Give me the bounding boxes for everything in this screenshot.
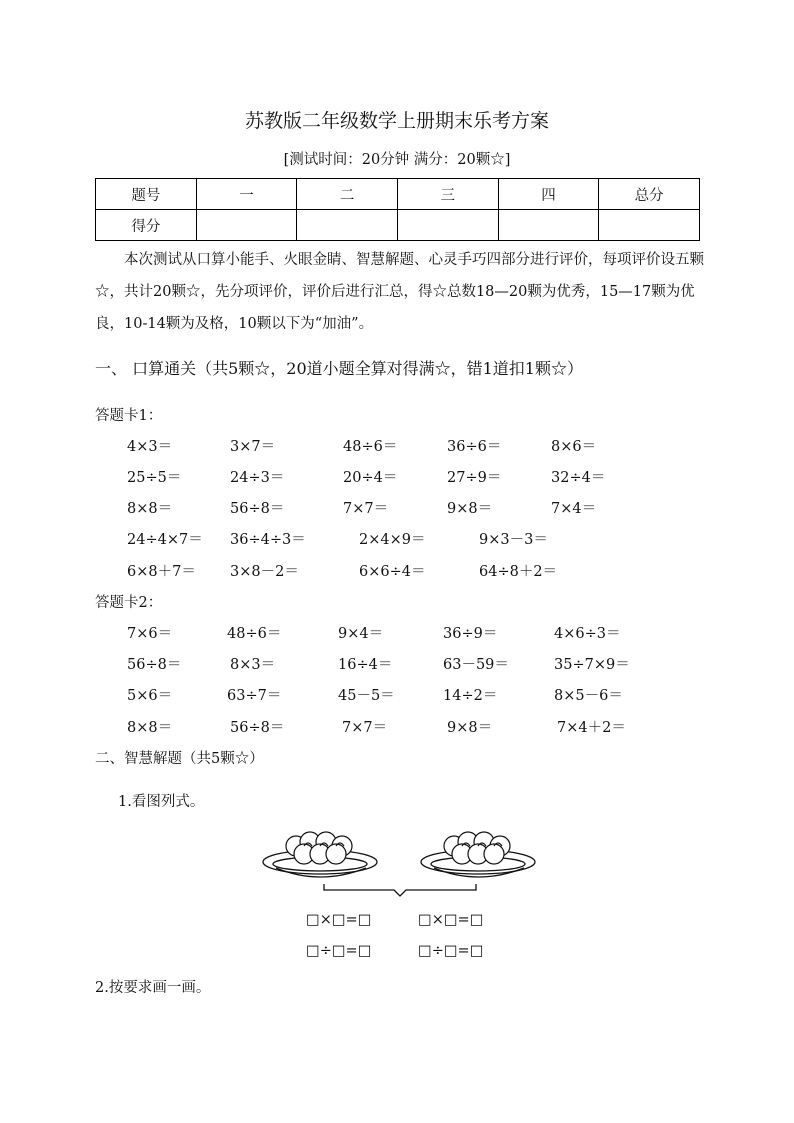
card1-problem: 4×3＝ [127,439,173,455]
formula-blank[interactable]: □÷□=□ [306,943,372,959]
score-table-header: 四 [498,179,599,210]
card2-problem: 35÷7×9＝ [554,657,630,673]
question1-label: 1.看图列式。 [118,794,205,810]
score-table-header: 三 [397,179,498,210]
formula-blank[interactable]: □×□=□ [306,912,372,928]
card1-problem: 3×7＝ [230,439,276,455]
section1-heading: 一、 口算通关（共5颗☆，20道小题全算对得满☆，错1道扣1颗☆） [95,359,583,378]
card2-problem: 16÷4＝ [338,657,393,673]
card1-problem: 2×4×9＝ [359,532,426,548]
card2-problem: 8×8＝ [127,720,173,736]
intro-paragraph: 本次测试从口算小能手、火眼金睛、智慧解题、心灵手巧四部分进行评价，每项评价设五颗☆，共计20颗☆，先分项评价，评价后进行汇总，得☆总数18—20颗为优秀，15—17颗为优良，10-14颗为及格，10颗以下为“加油”。 [95,252,704,332]
card1-problem: 56÷8＝ [230,501,285,517]
score-table-header: 题号 [96,179,197,210]
card1-problem: 36÷6＝ [447,439,502,455]
card1-problem: 64÷8＋2＝ [479,564,558,580]
card2-problem: 63÷7＝ [227,688,282,704]
card2-problem: 56÷8＝ [230,720,285,736]
card1-label: 答题卡1： [95,408,163,424]
score-table [95,178,700,241]
formula-blank[interactable]: □×□=□ [418,912,484,928]
formula-blank[interactable]: □÷□=□ [418,943,484,959]
card2-problem: 45－5＝ [338,688,395,704]
card1-problem: 9×3－3＝ [479,532,548,548]
question2-label: 2.按要求画一画。 [95,980,211,996]
card1-problem: 8×6＝ [551,439,597,455]
card1-problem: 36÷4÷3＝ [230,532,306,548]
score-table-header-row [96,179,700,210]
score-cell[interactable] [599,210,700,241]
card2-problem: 63－59＝ [443,657,509,673]
score-cell[interactable] [397,210,498,241]
score-row-label: 得分 [96,210,197,241]
card1-problem: 3×8－2＝ [230,564,299,580]
card2-problem: 7×4＋2＝ [557,720,626,736]
card1-problem: 6×8＋7＝ [127,564,196,580]
card1-problem: 7×4＝ [551,501,597,517]
card1-problem: 48÷6＝ [343,439,398,455]
card1-problem: 24÷3＝ [230,470,285,486]
card2-problem: 4×6÷3＝ [554,626,621,642]
card2-problem: 9×8＝ [447,720,493,736]
card2-problem: 7×6＝ [127,626,173,642]
score-table-header: 总分 [599,179,700,210]
card2-problem: 7×7＝ [342,720,388,736]
section2-heading: 二、智慧解题（共5颗☆） [95,751,264,767]
card2-problem: 36÷9＝ [443,626,498,642]
card1-problem: 24÷4×7＝ [127,532,203,548]
score-table-header: 二 [297,179,398,210]
card1-problem: 20÷4＝ [343,470,398,486]
fruit-plates-illustration [262,824,542,904]
score-table-header: 一 [196,179,297,210]
right-fruits-icon [444,832,510,864]
card2-label: 答题卡2： [95,595,163,611]
card1-problem: 27÷9＝ [447,470,502,486]
score-cell[interactable] [297,210,398,241]
card2-problem: 5×6＝ [127,688,173,704]
card1-problem: 6×6÷4＝ [359,564,426,580]
score-cell[interactable] [196,210,297,241]
card2-problem: 8×5－6＝ [554,688,623,704]
card2-problem: 9×4＝ [338,626,384,642]
card1-problem: 25÷5＝ [127,470,182,486]
card1-problem: 7×7＝ [343,501,389,517]
card2-problem: 8×3＝ [230,657,276,673]
brace-icon [324,884,476,896]
card1-problem: 32÷4＝ [551,470,606,486]
card2-problem: 14÷2＝ [443,688,498,704]
score-table-row [96,210,700,241]
card2-problem: 56÷8＝ [127,657,182,673]
card1-problem: 9×8＝ [447,501,493,517]
test-info: [测试时间：20分钟 满分：20颗☆] [283,152,511,168]
card2-problem: 48÷6＝ [227,626,282,642]
score-cell[interactable] [498,210,599,241]
left-fruits-icon [286,832,352,864]
page-title: 苏教版二年级数学上册期末乐考方案 [244,110,549,132]
card1-problem: 8×8＝ [127,501,173,517]
